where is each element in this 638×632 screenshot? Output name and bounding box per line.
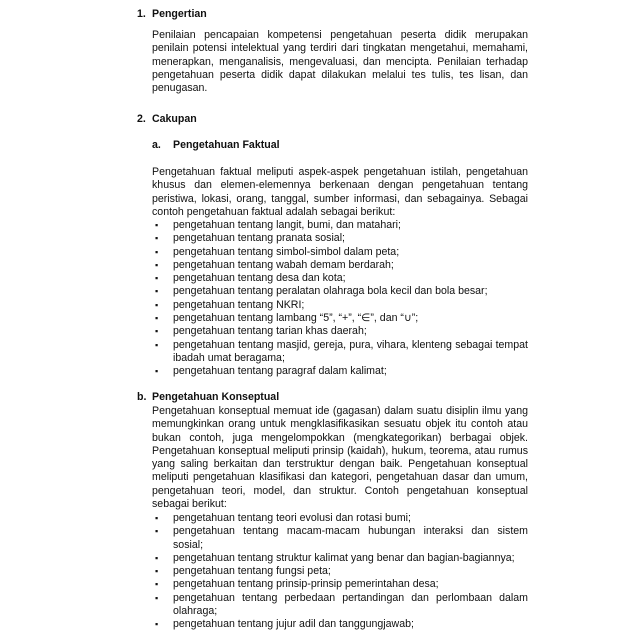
subsection-b-number: b. bbox=[137, 391, 147, 403]
list-item: ▪ pengetahuan tentang simbol-simbol dalam peta; bbox=[155, 245, 400, 258]
bullet-icon: ▪ bbox=[155, 579, 159, 590]
bullet-icon: ▪ bbox=[155, 299, 159, 310]
list-item: ▪ pengetahuan tentang tarian khas daerah; bbox=[155, 325, 367, 338]
subsection-b-title: Pengetahuan Konseptual bbox=[152, 391, 280, 403]
list-item: ▪ pengetahuan tentang wabah demam berdarah; bbox=[155, 258, 394, 271]
bullet-icon: ▪ bbox=[155, 619, 159, 630]
section-1-heading bbox=[137, 8, 207, 20]
factual-examples-list bbox=[152, 219, 528, 379]
section-2-number: 2. bbox=[137, 113, 146, 125]
section-1-paragraph: Penilaian pencapaian kompetensi pengetahuan peserta didik merupakan penilain potensi intelektual yang terdiri dari tingkatan mengetahui, memahami, menerapkan, menganalisis, mengevaluasi, dan mencipta. Penilaian terhadap pengetahuan peserta didik dapat dilakukan melalui tes tulis, tes lisan, dan penugasan. bbox=[152, 29, 528, 95]
list-item: ▪ pengetahuan tentang paragraf dalam kalimat; bbox=[155, 365, 387, 378]
section-2-heading bbox=[137, 113, 197, 125]
bullet-icon: ▪ bbox=[155, 246, 159, 257]
bullet-icon: ▪ bbox=[155, 526, 159, 537]
bullet-icon: ▪ bbox=[155, 233, 159, 244]
subsection-a-heading bbox=[152, 139, 280, 151]
bullet-icon: ▪ bbox=[155, 339, 159, 350]
list-item: ▪ pengetahuan tentang NKRI; bbox=[155, 298, 305, 311]
subsection-b-heading bbox=[137, 391, 279, 403]
list-item: ▪ pengetahuan tentang fungsi peta; bbox=[155, 565, 331, 578]
list-item: ▪ pengetahuan tentang prinsip-prinsip pemerintahan desa; bbox=[155, 578, 439, 591]
subsection-a-paragraph: Pengetahuan faktual meliputi aspek-aspek pengetahuan istilah, pengetahuan khusus dan elemen-elemennya berkenaan dengan pengetahuan tentang peristiwa, lokasi, orang, tanggal, sumber informasi, dan sebagainya. Sebagai contoh pengetahuan faktual adalah sebagai berikut: bbox=[152, 166, 528, 218]
list-item: ▪ pengetahuan tentang peralatan olahraga bola kecil dan bola besar; bbox=[155, 285, 488, 298]
bullet-icon: ▪ bbox=[155, 286, 159, 297]
list-item: ▪ pengetahuan tentang perbedaan pertandingan dan perlombaan dalam olahraga; bbox=[155, 591, 528, 618]
conceptual-examples-list bbox=[152, 512, 528, 632]
bullet-icon: ▪ bbox=[155, 513, 159, 523]
bullet-icon: ▪ bbox=[155, 313, 159, 324]
section-1-title: Pengertian bbox=[152, 8, 207, 20]
bullet-icon: ▪ bbox=[155, 259, 159, 270]
bullet-icon: ▪ bbox=[155, 273, 159, 284]
list-item: ▪ pengetahuan tentang masjid, gereja, pura, vihara, klenteng sebagai tempat ibadah umat beragama; bbox=[155, 338, 528, 364]
list-item: ▪ pengetahuan tentang teori evolusi dan rotasi bumi; bbox=[155, 512, 411, 524]
list-item: ▪ pengetahuan tentang langit, bumi, dan matahari; bbox=[155, 219, 401, 231]
bullet-icon: ▪ bbox=[155, 552, 159, 563]
list-item: ▪ pengetahuan tentang macam-macam hubungan interaksi dan sistem sosial; bbox=[155, 525, 528, 551]
bullet-icon: ▪ bbox=[155, 366, 159, 377]
subsection-b-paragraph: Pengetahuan konseptual memuat ide (gagasan) dalam suatu disiplin ilmu yang memungkinkan orang untuk mengklasifikasikan sesuatu objek itu contoh atau bukan contoh, juga mengelompokkan (mengkategorikan) berbagai objek. Pengetahuan konseptual meliputi prinsip (kaidah), hukum, teorema, atau rumus yang saling berkaitan dan terstruktur dengan baik. Pengetahuan konseptual meliputi pengetahuan klasifikasi dan kategori, pengetahuan dasar dan umum, pengetahuan teori, model, dan struktur. Contoh pengetahuan konseptual sebagai berikut: bbox=[152, 405, 528, 511]
list-item: ▪ pengetahuan tentang jujur adil dan tanggungjawab; bbox=[155, 618, 414, 631]
bullet-icon: ▪ bbox=[155, 326, 159, 337]
section-2-title: Cakupan bbox=[152, 113, 197, 125]
subsection-a-title: Pengetahuan Faktual bbox=[173, 139, 280, 151]
bullet-icon: ▪ bbox=[155, 566, 159, 577]
section-1-number: 1. bbox=[137, 8, 146, 20]
list-item: ▪ pengetahuan tentang struktur kalimat yang benar dan bagian-bagiannya; bbox=[155, 551, 515, 564]
subsection-a-number: a. bbox=[152, 139, 161, 151]
list-item: ▪ pengetahuan tentang desa dan kota; bbox=[155, 272, 346, 285]
bullet-icon: ▪ bbox=[155, 220, 159, 230]
list-item: ▪ pengetahuan tentang pranata sosial; bbox=[155, 232, 345, 245]
bullet-icon: ▪ bbox=[155, 592, 159, 603]
list-item: ▪ pengetahuan tentang lambang “5”, “+”, “∈”, dan “∪”; bbox=[155, 312, 419, 325]
